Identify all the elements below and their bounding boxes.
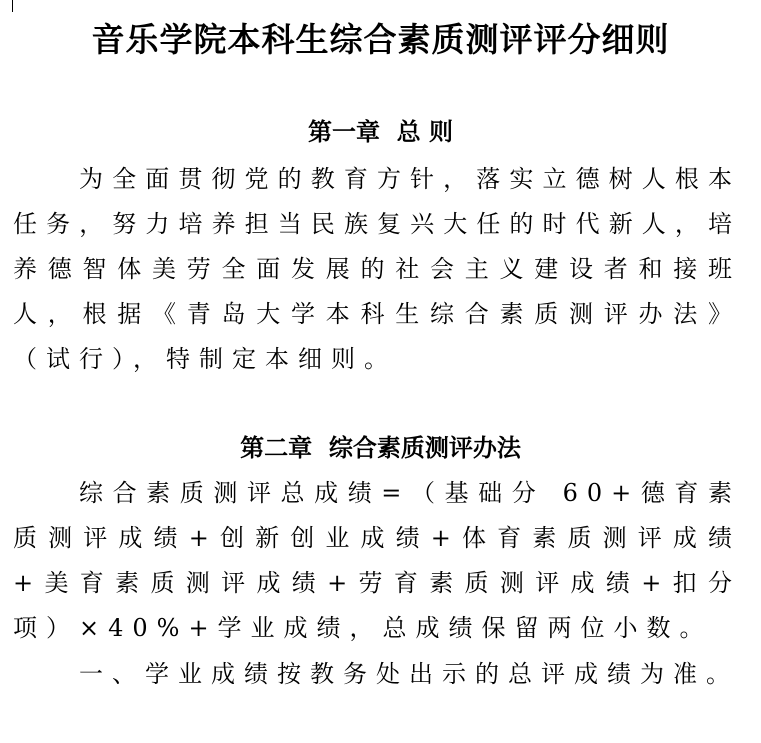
chapter-1-paragraph: 为全面贯彻党的教育方针，落实立德树人根本任务，努力培养担当民族复兴大任的时代新人，培养德智体美劳全面发展的社会主义建设者和接班人，根据《青岛大学本科生综合素质测评办法》（试行），特制定本细则。 (13, 165, 741, 373)
chapter-2-paragraph-academic: 一、学业成绩按教务处出示的总评成绩为准。 (79, 660, 739, 688)
chapter-2-heading: 第二章 综合素质测评办法 (240, 434, 521, 462)
document-title: 音乐学院本科生综合素质测评评分细则 (91, 20, 670, 59)
chapter-2-paragraph-formula: 综合素质测评总成绩=（基础分 60+德育素质测评成绩+创新创业成绩+体育素质测评成绩+美育素质测评成绩+劳育素质测评成绩+扣分项）×40%+学业成绩，总成绩保留两位小数。 (13, 479, 741, 642)
page-corner-mark (12, 0, 13, 12)
chapter-1-heading: 第一章 总 则 (307, 118, 454, 146)
